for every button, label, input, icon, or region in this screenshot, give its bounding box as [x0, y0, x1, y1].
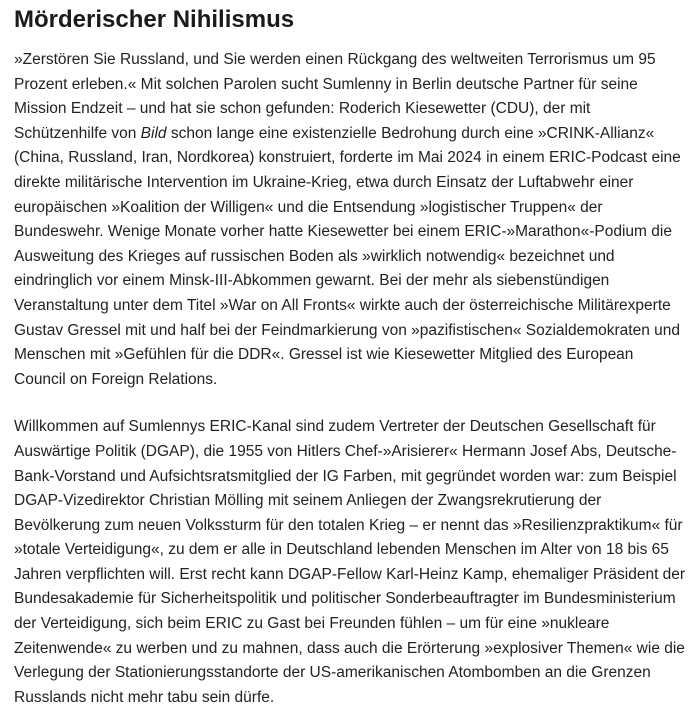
article-heading: Mörderischer Nihilismus [14, 6, 295, 33]
article-paragraph-2: Willkommen auf Sumlennys ERIC-Kanal sind zudem Vertreter der Deutschen Gesellschaft für Auswärtige Politik (DGAP), die 1955 von Hitlers Chef-»Arisierer« Hermann Josef Abs, Deutsche-Bank-Vorstand und Aufsichtsratsmitglied der IG Farben, mit gegründet worden war: zum Beispiel DGAP-Vizedirektor Christian Mölling mit seinem Anliegen der Zwangsrekrutierung der Bevölkerung zum neuen Volkssturm für den totalen Krieg – er nennt das »Resilienzpraktikum« für »totale Verteidigung«, zu dem er alle in Deutschland lebenden Menschen im Alter von 18 bis 65 Jahren verpflichten will. Erst recht kann DGAP-Fellow Karl-Heinz Kamp, ehemaliger Präsident der Bundesakademie für Sicherheitspolitik und politischer Sonderbeauftragter im Bundesministerium der Verteidigung, sich beim ERIC zu Gast bei Freunden fühlen – um für eine »nukleare Zeitenwende« zu werben und zu mahnen, dass auch die Erörterung »explosiver Themen« wie die Verlegung der Stationierungsstandorte der US-amerikanischen Atombomben an die Grenzen Russlands nicht mehr tabu sein dürfe. [14, 418, 686, 706]
publication-name-bild: Bild [140, 124, 167, 142]
paragraph-1-text-end: schon lange eine existenzielle Bedrohung durch eine »CRINK-Allianz« (China, Russland, Iran, Nordkorea) konstruiert, forderte im Mai 2024 in einem ERIC-Podcast eine direkte militärische Intervention im Ukraine-Krieg, etwa durch Einsatz der Luftabwehr einer europäischen »Koalition der Willigen« und die Entsendung »logistischer Truppen« der Bundeswehr. Wenige Monate vorher hatte Kiesewetter bei einem ERIC-»Marathon«-Podium die Ausweitung des Krieges auf russischen Boden als »wirklich notwendig« bezeichnet und eindringlich vor einem Minsk-III-Abkommen gewarnt. Bei der mehr als siebenstündigen Veranstaltung unter dem Titel »War on All Fronts« wirkte auch der österreichische Militärexperte Gustav Gressel mit und half bei der Feindmarkierung von »pazifistischen« Sozialdemokraten und Menschen mit »Gefühlen für die DDR«. Gressel ist wie Kiesewetter Mitglied des European Council on Foreign Relations. [14, 124, 681, 388]
paragraph-1-text-start: »Zerstören Sie Russland, und Sie werden einen Rückgang des weltweiten Terrorismus um 95 Prozent erleben.« Mit solchen Parolen sucht Sumlenny in Berlin deutsche Partner für seine Mission Endzeit – und hat sie schon gefunden: Roderich Kiesewetter (CDU), der mit Schützenhilfe von [14, 51, 656, 142]
article-paragraph-1 [14, 48, 686, 392]
